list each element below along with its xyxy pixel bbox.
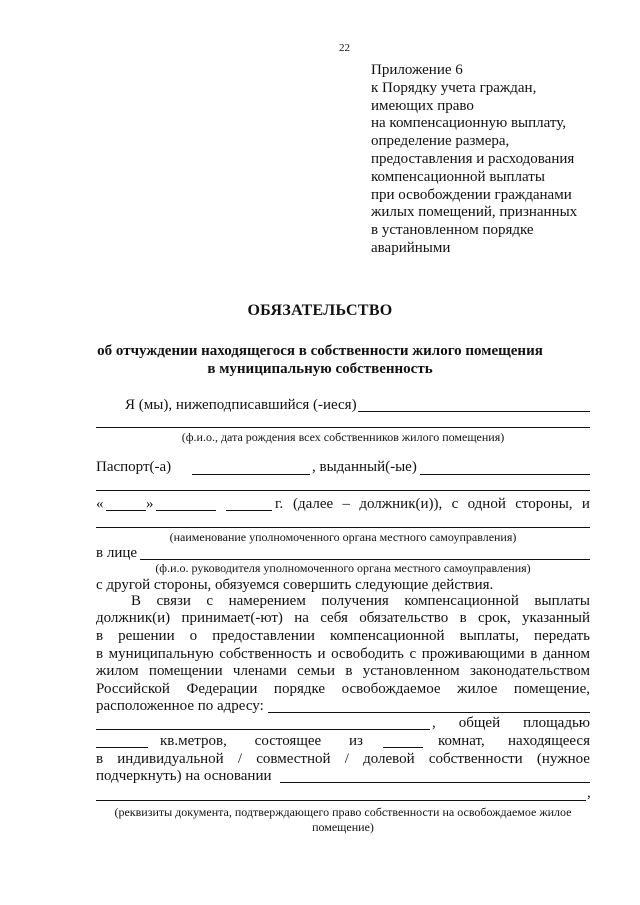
appendix-line: компенсационной выплаты [371,168,545,185]
document-subtitle [0,342,640,378]
address-field-2[interactable] [96,729,430,730]
paragraph-line: должник(и) принимает(-ют) на себя обязательство в срок, указанный [96,610,590,626]
area-label [432,715,590,732]
date-year-label: г. [275,496,284,512]
appendix-line: в установленном порядке [371,222,534,239]
passport-label: Паспорт(-а) [96,459,172,475]
word: общей [458,715,501,731]
passport-extra-field[interactable] [96,490,590,491]
word: с [451,496,459,512]
basis-field[interactable] [280,782,590,783]
appendix-block [371,62,577,258]
address-field[interactable] [268,712,590,713]
caption-authority: (наименование уполномоченного органа местного самоуправления) [169,530,517,544]
appendix-line: определение размера, [371,133,510,150]
date-month-field[interactable] [156,510,216,511]
area-field[interactable] [96,747,148,748]
word: состоящее [254,733,322,749]
rooms-label [438,733,590,750]
appendix-line: аварийными [371,239,451,256]
appendix-line: имеющих право [371,97,474,114]
word: (нужное [536,751,590,767]
address-label: расположенное по адресу: [96,698,264,714]
sqm-label [160,733,363,750]
subtitle-line: в муниципальную собственность [207,361,433,377]
issued-label: , выданный(-ые) [312,459,417,475]
word: / [344,751,349,767]
paragraph-line-first [131,593,590,610]
page-number: 22 [339,42,350,54]
signer-label: Я (мы), нижеподписавшийся (-иеся) [125,397,357,413]
word: из [349,733,363,749]
word: комнат, [438,733,485,749]
basis-field-2[interactable] [96,800,586,801]
word: должник(и)), [359,496,443,512]
word: (далее [293,496,334,512]
caption-line: помещение) [312,820,374,834]
paragraph-line: жилом помещении членами семьи в установленном законодательством [96,663,590,679]
paragraph-line: в муниципальную собственность и освободить с проживающими в данном [96,646,590,662]
paragraph-line: в решении о предоставлении компенсационной выплаты, передать [96,628,590,644]
paragraph-line: Российской Федерации порядке освобождаемое жилое помещение, [96,681,590,697]
appendix-line: жилых помещений, признанных [371,204,578,221]
ownership-option[interactable]: совместной [256,751,331,767]
word: – [342,496,351,512]
date-close-quote: » [146,496,154,512]
debtor-definition [293,496,590,513]
appendix-line: к Порядку учета граждан, [371,79,537,96]
appendix-line: предоставления и расходования [371,150,575,167]
caption-owners: (ф.и.о., дата рождения всех собственников жилого помещения) [181,430,505,444]
word: , [432,715,436,731]
date-day-field[interactable] [106,510,146,511]
other-side-text: с другой стороны, обязуемся совершить следующие действия. [96,577,494,593]
signer-field[interactable] [358,411,590,412]
basis-label: подчеркнуть) на основании [96,768,272,784]
head-name-field[interactable] [140,559,590,560]
ownership-option[interactable]: долевой [363,751,415,767]
word: кв.метров, [160,733,227,749]
caption-document [0,805,640,835]
word: в [96,751,104,767]
subtitle-line: об отчуждении находящегося в собственности жилого помещения [97,343,543,359]
word: одной [467,496,506,512]
paragraph-text: В связи с намерением получения компенсационной выплаты [131,593,590,609]
ownership-line [96,751,590,768]
date-open-quote: « [96,496,104,512]
person-label: в лице [96,545,138,561]
word: площадью [523,715,590,731]
rooms-field[interactable] [383,747,423,748]
appendix-line: при освобождении гражданами [371,186,572,203]
issued-by-field[interactable] [420,474,590,475]
word: стороны, [515,496,573,512]
date-year-field[interactable] [226,510,272,511]
appendix-line: на компенсационную выплату, [371,115,566,132]
owners-field[interactable] [96,427,590,428]
caption-line: (реквизиты документа, подтверждающего право собственности на освобождаемое жилое [114,805,572,819]
appendix-line: Приложение 6 [371,62,463,78]
authority-field[interactable] [96,527,590,528]
ownership-option[interactable]: индивидуальной [117,751,224,767]
document-title: ОБЯЗАТЕЛЬСТВО [247,302,393,319]
word: / [237,751,243,767]
caption-head: (ф.и.о. руководителя уполномоченного органа местного самоуправления) [155,561,531,575]
word: собственности [428,751,523,767]
trailing-comma: , [587,785,591,801]
word: и [581,496,590,512]
passport-field[interactable] [192,474,310,475]
word: находящееся [507,733,590,749]
